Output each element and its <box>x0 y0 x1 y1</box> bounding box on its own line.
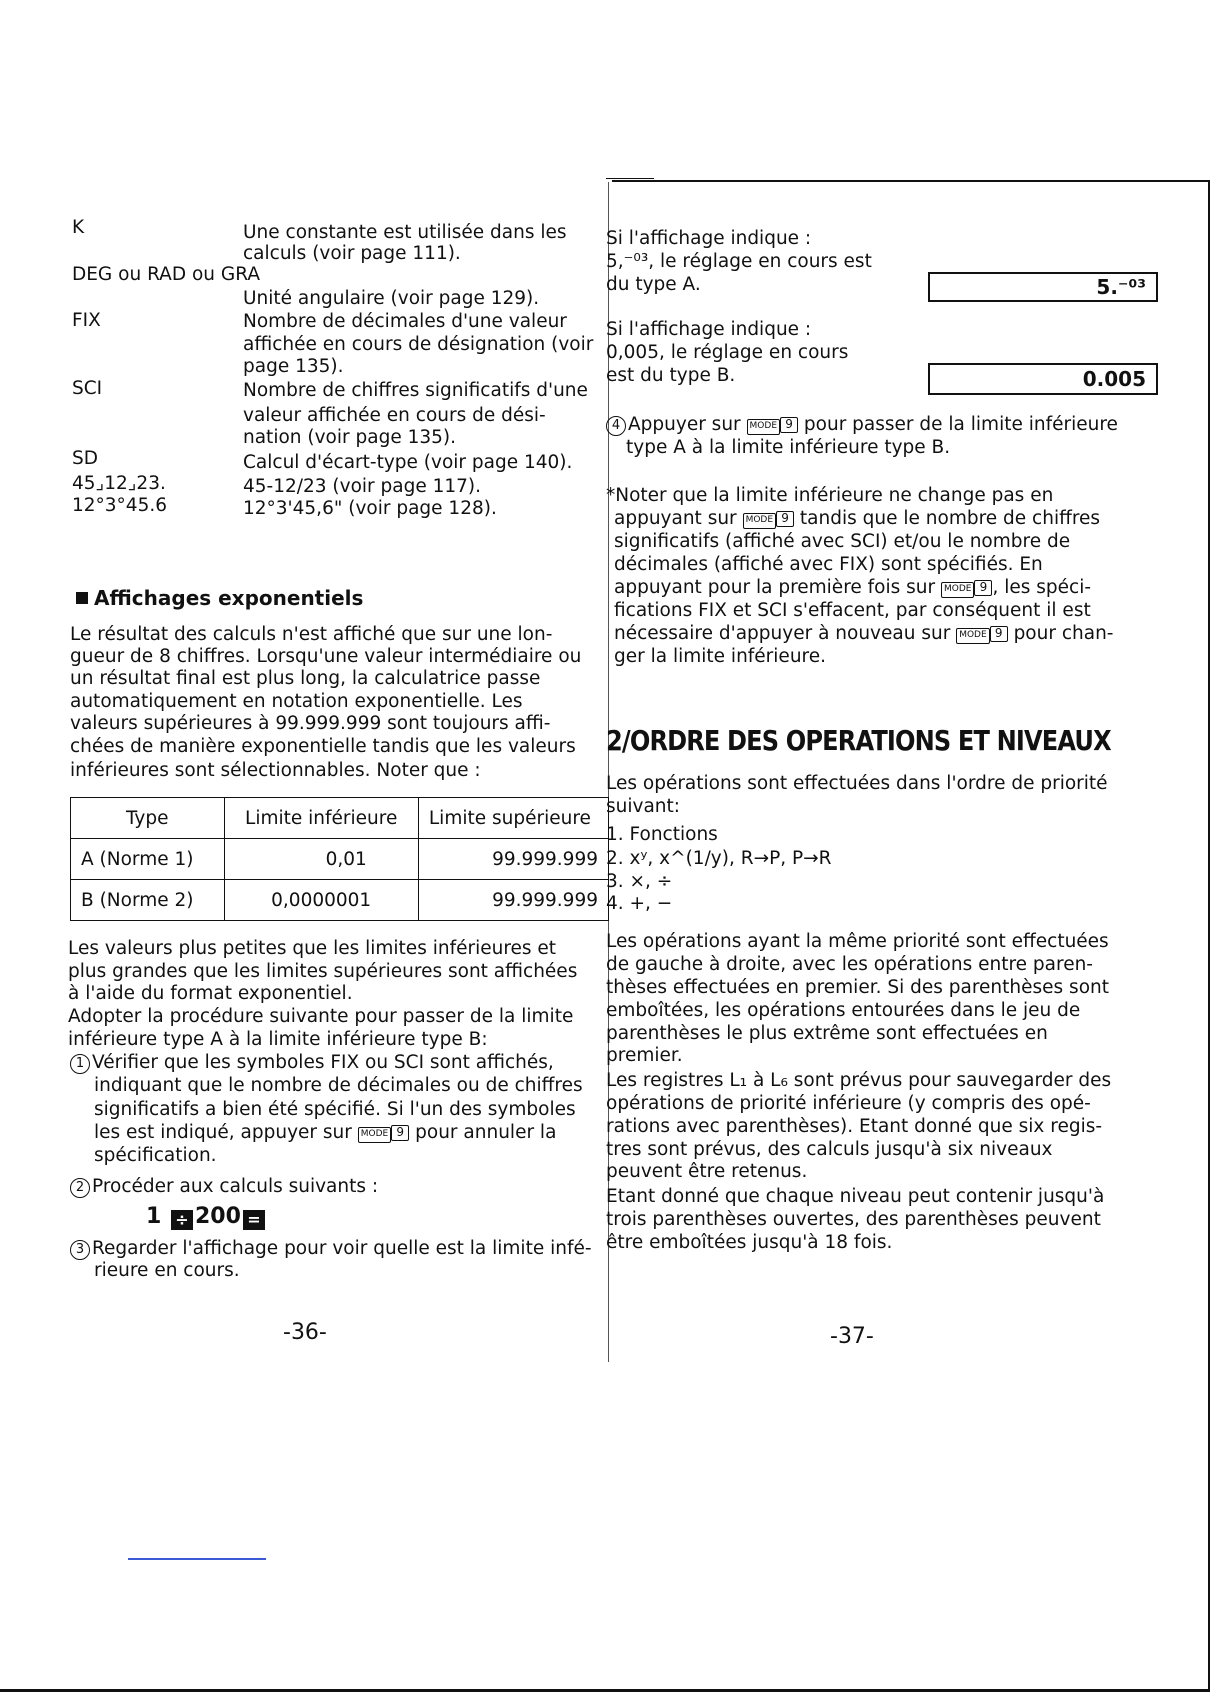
square-bullet-icon <box>76 592 88 604</box>
table-cell: 0,0000001 <box>224 880 418 921</box>
note-line-3: significatifs (affiché avec SCI) et/ou le nombre de <box>614 531 1071 552</box>
table-header: Limite supérieure <box>418 798 608 839</box>
right-page <box>605 0 1224 1584</box>
symbol-fix: FIX <box>72 310 101 331</box>
symbol-fraction-desc: 45-12/23 (voir page 117). <box>243 476 482 497</box>
paragraph-1-line-2: de gauche à droite, avec les opérations entre paren- <box>606 954 1093 975</box>
order-item-4: 4. +, − <box>606 893 673 914</box>
paragraph-3-line-3: être emboîtées jusqu'à 18 fois. <box>606 1232 893 1253</box>
table-cell: A (Norme 1) <box>71 839 225 880</box>
table-cell: 0,01 <box>224 839 418 880</box>
table-cell: B (Norme 2) <box>71 880 225 921</box>
symbol-sexagesimal: 12°3°45.6 <box>72 495 168 516</box>
step-3-line-1 <box>70 1238 592 1260</box>
type-a-line-2: 5,⁻⁰³, le réglage en cours est <box>606 251 872 272</box>
mode-key: MODE <box>358 1127 391 1143</box>
equals-key: = <box>243 1210 265 1230</box>
table-row <box>71 839 609 880</box>
page-number-right: -37- <box>830 1324 874 1349</box>
nine-key: 9 <box>780 417 798 433</box>
paragraph-1-line-6: premier. <box>606 1045 683 1066</box>
nine-key: 9 <box>391 1125 409 1141</box>
step-3-line-2: rieure en cours. <box>94 1260 240 1281</box>
step-1-line-1 <box>70 1052 554 1074</box>
paragraph-2-line-1: Les registres L₁ à L₆ sont prévus pour sauvegarder des <box>606 1070 1112 1091</box>
exponential-heading <box>76 586 363 610</box>
paragraph-1-line-4: emboîtées, les opérations entourées dans le jeu de <box>606 1000 1081 1021</box>
order-item-2: 2. xʸ, x^(1/y), R→P, P→R <box>606 848 832 869</box>
note-line-2 <box>614 508 1100 529</box>
paragraph-2-line-2: opérations de priorité inférieure (y compris des opé- <box>606 1093 1091 1114</box>
note-line-5 <box>614 577 1091 598</box>
symbol-sd-desc: Calcul d'écart-type (voir page 140). <box>243 452 573 473</box>
intro-line-5: valeurs supérieures à 99.999.999 sont toujours affi- <box>70 713 551 734</box>
after-table-line-3: à l'aide du format exponentiel. <box>68 983 353 1004</box>
symbol-k: K <box>72 217 85 238</box>
paragraph-1-line-5: parenthèses le plus extrême sont effectuées en <box>606 1023 1048 1044</box>
intro-line-2: gueur de 8 chiffres. Lorsqu'une valeur intermédiaire ou <box>70 646 582 667</box>
step-1-text-4b: pour annuler la <box>415 1122 557 1143</box>
note-line-4: décimales (affiché avec FIX) sont spécifiés. En <box>614 554 1043 575</box>
step-4-line-1 <box>606 414 1118 436</box>
order-item-3: 3. ×, ÷ <box>606 871 673 892</box>
table-header-row <box>71 798 609 839</box>
paragraph-3-line-1: Etant donné que chaque niveau peut contenir jusqu'à <box>606 1186 1105 1207</box>
exponential-heading-text: Affichages exponentiels <box>94 586 364 610</box>
type-b-line-3: est du type B. <box>606 365 736 386</box>
step-1-text-1: Vérifier que les symboles FIX ou SCI sont affichés, <box>92 1052 554 1073</box>
symbol-sci-desc-3: nation (voir page 135). <box>243 427 456 448</box>
type-b-line-1: Si l'affichage indique : <box>606 319 812 340</box>
mode-key: MODE <box>743 513 776 529</box>
symbol-k-desc-2: calculs (voir page 111). <box>243 243 461 264</box>
note-text-5a: appuyant pour la première fois sur <box>614 577 936 598</box>
order-intro-1: Les opérations sont effectuées dans l'ordre de priorité <box>606 773 1108 794</box>
symbol-sexagesimal-desc: 12°3'45,6" (voir page 128). <box>243 498 497 519</box>
intro-line-7: inférieures sont sélectionnables. Noter que : <box>70 760 481 781</box>
paragraph-2-line-4: tres sont prévus, des calculs jusqu'à six niveaux <box>606 1139 1053 1160</box>
step-2-text: Procéder aux calculs suivants : <box>92 1176 379 1197</box>
nine-key: 9 <box>776 511 794 527</box>
step-4-text-1a: Appuyer sur <box>628 414 741 435</box>
intro-line-4: automatiquement en notation exponentielle. Les <box>70 691 523 712</box>
step-1-line-2: indiquant que le nombre de décimales ou de chiffres <box>94 1075 583 1096</box>
step-1-line-5: spécification. <box>94 1145 217 1166</box>
paragraph-1-line-1: Les opérations ayant la même priorité sont effectuées <box>606 931 1109 952</box>
step-1-line-4 <box>94 1122 556 1143</box>
note-text-2b: tandis que le nombre de chiffres <box>799 508 1101 529</box>
nine-key: 9 <box>974 580 992 596</box>
order-item-1: 1. Fonctions <box>606 824 718 845</box>
page-number-left: -36- <box>283 1320 327 1345</box>
mode-key: MODE <box>941 582 974 598</box>
nine-key: 9 <box>990 626 1008 642</box>
symbol-sci-desc-1: Nombre de chiffres significatifs d'une <box>243 380 588 401</box>
after-table-line-4: Adopter la procédure suivante pour passer de la limite <box>68 1006 574 1027</box>
paragraph-1-line-3: thèses effectuées en premier. Si des parenthèses sont <box>606 977 1109 998</box>
calc-value-2: 200 <box>194 1204 241 1229</box>
table-row <box>71 880 609 921</box>
symbol-fix-desc-1: Nombre de décimales d'une valeur <box>243 311 567 332</box>
divide-key-icon: ÷ <box>171 1210 193 1230</box>
symbol-deg: DEG ou RAD ou GRA <box>72 264 260 285</box>
symbol-k-desc-1: Une constante est utilisée dans les <box>243 222 567 243</box>
step-4-text-1b: pour passer de la limite inférieure <box>803 414 1118 435</box>
left-page <box>0 0 609 1584</box>
step-3-text-1: Regarder l'affichage pour voir quelle est la limite infé- <box>92 1238 592 1259</box>
paragraph-2-line-3: rations avec parenthèses). Etant donné que six regis- <box>606 1116 1103 1137</box>
step-4-line-2: type A à la limite inférieure type B. <box>626 437 951 458</box>
intro-line-1: Le résultat des calculs n'est affiché que sur une lon- <box>70 624 553 645</box>
type-a-line-1: Si l'affichage indique : <box>606 228 812 249</box>
step-2-number: 2 <box>70 1178 90 1198</box>
note-line-8: ger la limite inférieure. <box>614 646 827 667</box>
footer-blue-line <box>128 1558 266 1560</box>
symbol-fix-desc-3: page 135). <box>243 356 344 377</box>
note-text-7b: pour chan- <box>1013 623 1114 644</box>
note-line-1: *Noter que la limite inférieure ne change pas en <box>606 485 1054 506</box>
table-header: Limite inférieure <box>224 798 418 839</box>
step-4-number: 4 <box>606 416 626 436</box>
mode-key: MODE <box>956 628 989 644</box>
type-a-line-3: du type A. <box>606 274 701 295</box>
calc-value-1: 1 <box>146 1204 162 1229</box>
table-header: Type <box>71 798 225 839</box>
step-1-number: 1 <box>70 1054 90 1074</box>
intro-line-3: un résultat final est plus long, la calculatrice passe <box>70 668 541 689</box>
note-text-2a: appuyant sur <box>614 508 737 529</box>
step-1-line-3: significatifs a bien été spécifié. Si l'un des symboles <box>94 1099 576 1120</box>
note-line-7 <box>614 623 1113 644</box>
note-line-6: fications FIX et SCI s'effacent, par conséquent il est <box>614 600 1091 621</box>
step-1-text-4a: les est indiqué, appuyer sur <box>94 1122 352 1143</box>
order-intro-2: suivant: <box>606 796 680 817</box>
intro-line-6: chées de manière exponentielle tandis que les valeurs <box>70 736 576 757</box>
symbol-sci: SCI <box>72 378 103 399</box>
limits-table <box>70 797 609 921</box>
symbol-fix-desc-2: affichée en cours de désignation (voir <box>243 334 594 355</box>
step-2-calc <box>146 1204 265 1230</box>
symbol-sd: SD <box>72 448 98 469</box>
display-type-b: 0.005 <box>928 363 1158 395</box>
step-2-line <box>70 1176 378 1198</box>
section-title: 2/ORDRE DES OPERATIONS ET NIVEAUX <box>606 724 1111 757</box>
paragraph-3-line-2: trois parenthèses ouvertes, des parenthèses peuvent <box>606 1209 1101 1230</box>
after-table-line-1: Les valeurs plus petites que les limites inférieures et <box>68 938 557 959</box>
symbol-sci-desc-2: valeur affichée en cours de dési- <box>243 405 546 426</box>
table-cell: 99.999.999 <box>418 839 608 880</box>
symbol-deg-desc: Unité angulaire (voir page 129). <box>243 288 540 309</box>
type-b-line-2: 0,005, le réglage en cours <box>606 342 849 363</box>
after-table-line-5: inférieure type A à la limite inférieure type B: <box>68 1029 488 1050</box>
symbol-fraction: 45⌟12⌟23. <box>72 473 166 494</box>
after-table-line-2: plus grandes que les limites supérieures sont affichées <box>68 961 578 982</box>
step-3-number: 3 <box>70 1240 90 1260</box>
note-text-5b: , les spéci- <box>992 577 1092 598</box>
mode-key: MODE <box>747 419 780 435</box>
table-cell: 99.999.999 <box>418 880 608 921</box>
paragraph-2-line-5: peuvent être retenus. <box>606 1161 808 1182</box>
display-type-a: 5.⁻⁰³ <box>928 272 1158 302</box>
note-text-7a: nécessaire d'appuyer à nouveau sur <box>614 623 951 644</box>
